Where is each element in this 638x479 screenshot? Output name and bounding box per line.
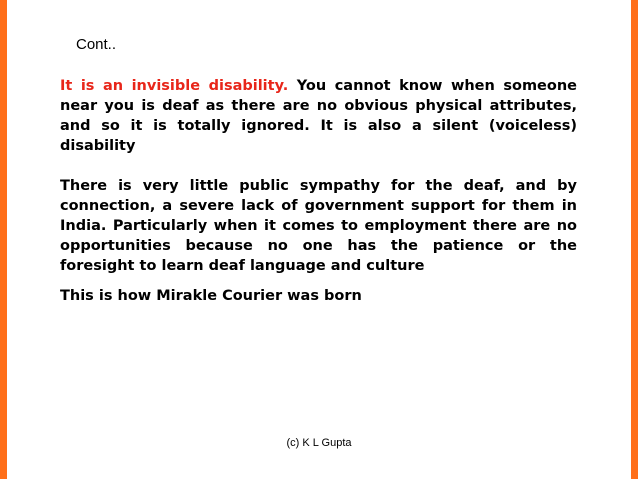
slide-title: Cont.. [76, 36, 117, 53]
right-accent-bar [631, 0, 638, 479]
footer-copyright: (c) K L Gupta [286, 437, 352, 449]
paragraph-public-sympathy [60, 176, 577, 276]
paragraph-text: This is how Mirakle Courier was born [60, 288, 362, 304]
paragraph-text: There is very little public sympathy for the deaf, and by connection, a severe lack of government support for them in India. Particularly when it comes to employment there are no opportunities because no one has the patience or the foresight to learn deaf language and culture [60, 178, 577, 274]
paragraph-text: You cannot know when someone near you is deaf as there are no obvious physical attributes, and so it is totally ignored. It is also a silent (voiceless) disability [60, 78, 578, 154]
slide-body [60, 76, 577, 306]
highlighted-statement: It is an invisible disability. [60, 78, 289, 94]
left-accent-bar [0, 0, 7, 479]
paragraph-conclusion [60, 286, 577, 306]
paragraph-invisible-disability [60, 76, 577, 156]
